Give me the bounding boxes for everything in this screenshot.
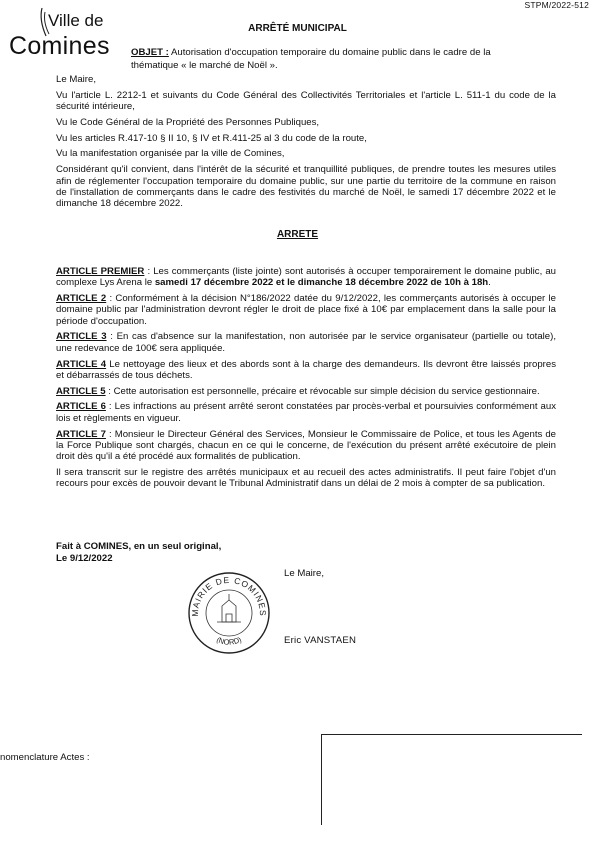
article-label: ARTICLE 6 xyxy=(56,401,106,413)
article-label: ARTICLE 3 xyxy=(56,331,107,343)
articles xyxy=(56,266,556,494)
article-label: ARTICLE 7 xyxy=(56,428,106,440)
preamble-vu-route: Vu les articles R.417-10 § II 10, § IV et R.411-25 al 3 du code de la route, xyxy=(56,132,367,144)
logo-line2: Comines xyxy=(9,32,110,60)
nomenclature-label: nomenclature Actes : xyxy=(0,752,90,763)
official-seal-stamp xyxy=(186,570,272,654)
preamble-considerant: Considérant qu'il convient, dans l'intérêt de la sécurité et tranquillité publiques, de prendre toutes les mesures utiles afin de réglementer l'occupation temporaire du domaine public, sur une partie du territoire de la commune en raison de l'installation de commerçants dans le cadre des festivités du marché de Noël, le samedi 17 décembre 2022 et le dimanche 18 décembre 2022. xyxy=(56,164,556,210)
logo-line1: Ville de xyxy=(48,11,104,30)
document-reference: STPM/2022-512 xyxy=(524,0,589,10)
objet-text: Autorisation d'occupation temporaire du domaine public dans le cadre de la thématique « le marché de Noël ». xyxy=(131,47,491,71)
svg-text:(NORD) xyxy=(215,635,243,647)
seal-top-text: MAIRIE DE COMINES xyxy=(189,574,269,617)
article-premier: ARTICLE PREMIER : Les commerçants (liste jointe) sont autorisés à occuper temporairement le domaine public, au complexe Lys Arena le samedi 17 décembre 2022 et le dimanche 18 décembre 2022 de 10h à 18h. xyxy=(56,266,557,289)
article-label: ARTICLE PREMIER xyxy=(56,266,145,277)
article-label: ARTICLE 2 xyxy=(56,293,107,305)
article-2: ARTICLE 2 : Conformément à la décision N°186/2022 datée du 9/12/2022, les commerçants autorisés à occuper le domaine public par l'administration devront régler le droit de place fixé à 10€ par emplacement dans la salle pour la période d'occupation. xyxy=(56,293,556,327)
objet-label: OBJET : xyxy=(131,47,169,58)
registration-box xyxy=(321,734,582,825)
article-5: ARTICLE 5 : Cette autorisation est personnelle, précaire et révocable sur simple décision du service gestionnaire. xyxy=(56,385,540,397)
arrete-heading: ARRETE xyxy=(276,229,319,240)
article-dates: samedi 17 décembre 2022 et le dimanche 18 décembre 2022 de 10h à 18h xyxy=(154,277,489,289)
page-title: ARRÊTÉ MUNICIPAL xyxy=(248,23,347,34)
mayor-name: Eric VANSTAEN xyxy=(284,635,357,646)
signature-title: Le Maire, xyxy=(284,568,324,579)
fait-line: Fait à COMINES, en un seul original, xyxy=(56,541,222,552)
article-3: ARTICLE 3 : En cas d'absence sur la manifestation, non autorisée par le service organisateur (partielle ou totale), une redevance de 100€ sera appliquée. xyxy=(56,331,556,354)
preamble-maire: Le Maire, xyxy=(56,74,96,85)
seal-bottom-text: (NORD) xyxy=(215,634,243,647)
objet-block xyxy=(131,46,511,72)
signature-place-date xyxy=(56,541,221,565)
article-label: ARTICLE 4 xyxy=(56,358,107,370)
preamble xyxy=(56,74,556,214)
article-6: ARTICLE 6 : Les infractions au présent arrêté seront constatées par procès-verbal et poursuivies conformément aux lois et règlements en vigueur. xyxy=(56,401,556,424)
article-label: ARTICLE 5 xyxy=(56,385,106,397)
city-logo xyxy=(6,4,116,64)
preamble-vu-manifestation: Vu la manifestation organisée par la ville de Comines, xyxy=(56,148,285,160)
preamble-vu-cgct: Vu l'article L. 2212-1 et suivants du Code Général des Collectivités Territoriales et l'article L. 511-1 du code de la sécurité intérieure, xyxy=(56,89,556,113)
article-7: ARTICLE 7 : Monsieur le Directeur Général des Services, Monsieur le Commissaire de Police, et tous les Agents de la Force Publique sont chargés, chacun en ce qui le concerne, de l'exécution du présent arrêté exécutoire de plein droit dès qu'il a été procédé aux formalités de publication. xyxy=(56,428,556,463)
date-line: Le 9/12/2022 xyxy=(56,553,113,564)
closing-text: Il sera transcrit sur le registre des arrêtés municipaux et au recueil des actes administratifs. Il peut faire l'objet d'un recours pour excès de pouvoir devant le Tribunal Administratif dans un délai de 2 mois à compter de sa publication. xyxy=(56,466,556,490)
preamble-vu-cgppp: Vu le Code Général de la Propriété des Personnes Publiques, xyxy=(56,116,320,128)
article-4: ARTICLE 4 Le nettoyage des lieux et des abords sont à la charge des demandeurs. Ils devront être laissés propres et débarrassés de tous déchets. xyxy=(56,358,556,381)
